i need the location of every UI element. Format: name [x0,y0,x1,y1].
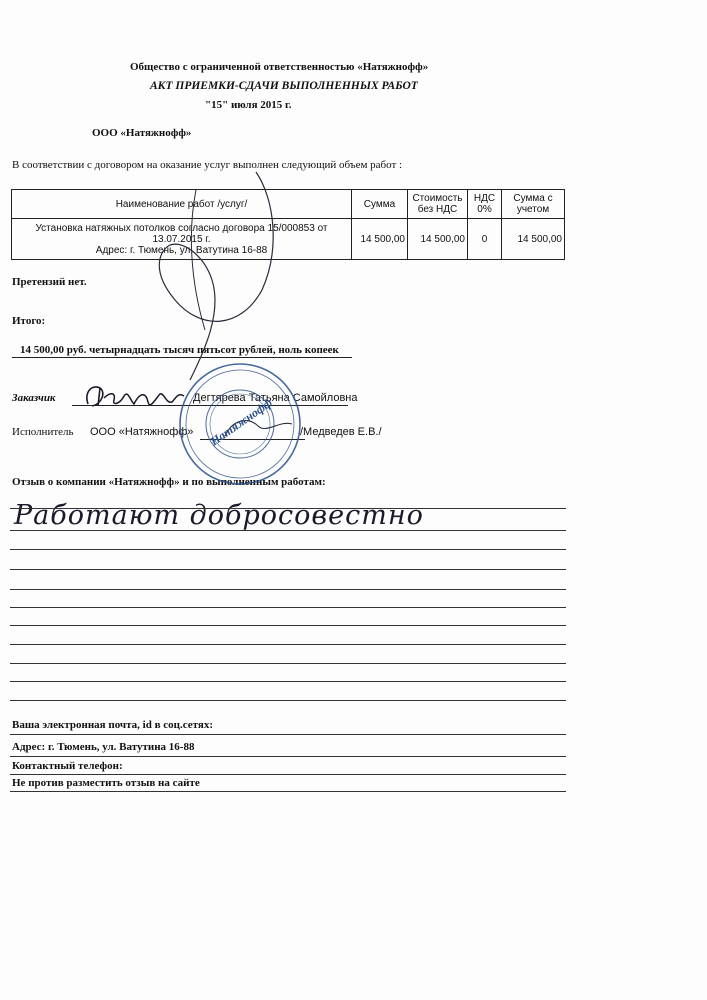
total-underline [12,357,352,358]
review-rule [10,700,566,701]
executor-label: Исполнитель [12,426,74,438]
document-date: "15" июля 2015 г. [205,99,292,111]
table-header-row [12,190,565,219]
review-rule [10,681,566,682]
customer-label: Заказчик [12,392,56,404]
row-name-line2: 13.07.2015 г. [152,233,211,245]
footer-rule [10,734,566,735]
customer-signature-line [72,405,348,406]
header-vat-line1: НДС [473,193,496,204]
header-cost [408,190,468,219]
stamp-center-text: Натяжнофф [207,395,275,449]
header-name: Наименование работ /услуг/ [12,190,352,219]
header-cost-line2: без НДС [417,204,458,215]
review-rule [10,569,566,570]
executor-name: /Медведев Е.В./ [300,426,382,438]
document-title: АКТ ПРИЕМКИ-СДАЧИ ВЫПОЛНЕННЫХ РАБОТ [150,80,418,92]
row-cost: 14 500,00 [408,219,468,260]
row-name-line3: Адрес: г. Тюмень, ул. Ватутина 16-88 [95,244,268,256]
footer-email: Ваша электронная почта, id в соц.сетях: [12,719,214,731]
footer-rule [10,791,566,792]
row-name [12,219,352,260]
review-rule [10,530,566,531]
customer-name: Дегтярева Татьяна Самойловна [193,392,358,404]
row-sum: 14 500,00 [352,219,408,260]
footer-rule [10,774,566,775]
footer-consent: Не против разместить отзыв на сайте [12,777,200,789]
footer-rule [10,756,566,757]
header-cost-line1: Стоимость [412,193,463,204]
claims-text: Претензий нет. [12,276,87,288]
review-rule [10,625,566,626]
executor-org: ООО «Натяжнофф» [90,426,194,438]
review-label: Отзыв о компании «Натяжнофф» и по выполненным работам: [12,476,326,488]
footer-phone: Контактный телефон: [12,760,123,772]
review-rule [10,607,566,608]
header-vat-line2: 0% [477,204,492,215]
customer-signature [87,387,184,406]
footer-address: Адрес: г. Тюмень, ул. Ватутина 16-88 [12,741,195,753]
header-sum: Сумма [352,190,408,219]
review-handwritten: Работают добросовестно [14,500,424,531]
table-row [12,219,565,260]
header-total [502,190,565,219]
row-vat: 0 [468,219,502,260]
organization-name: Общество с ограниченной ответственностью «Натяжнофф» [130,61,429,73]
row-total: 14 500,00 [502,219,565,260]
row-name-line1: Установка натяжных потолков согласно договора 15/000853 от [35,222,328,234]
works-table [11,189,565,260]
review-rule [10,508,566,509]
review-rule [10,589,566,590]
header-total-line2: учетом [516,204,550,215]
header-total-line1: Сумма с [513,193,553,204]
total-label: Итого: [12,315,46,327]
review-rule [10,663,566,664]
total-amount: 14 500,00 руб. четырнадцать тысяч пятьсот рублей, ноль копеек [20,344,339,356]
review-rule [10,644,566,645]
intro-text: В соответствии с договором на оказание услуг выполнен следующий объем работ : [12,159,403,171]
review-rule [10,549,566,550]
company-name: ООО «Натяжнофф» [92,127,192,139]
header-vat [468,190,502,219]
